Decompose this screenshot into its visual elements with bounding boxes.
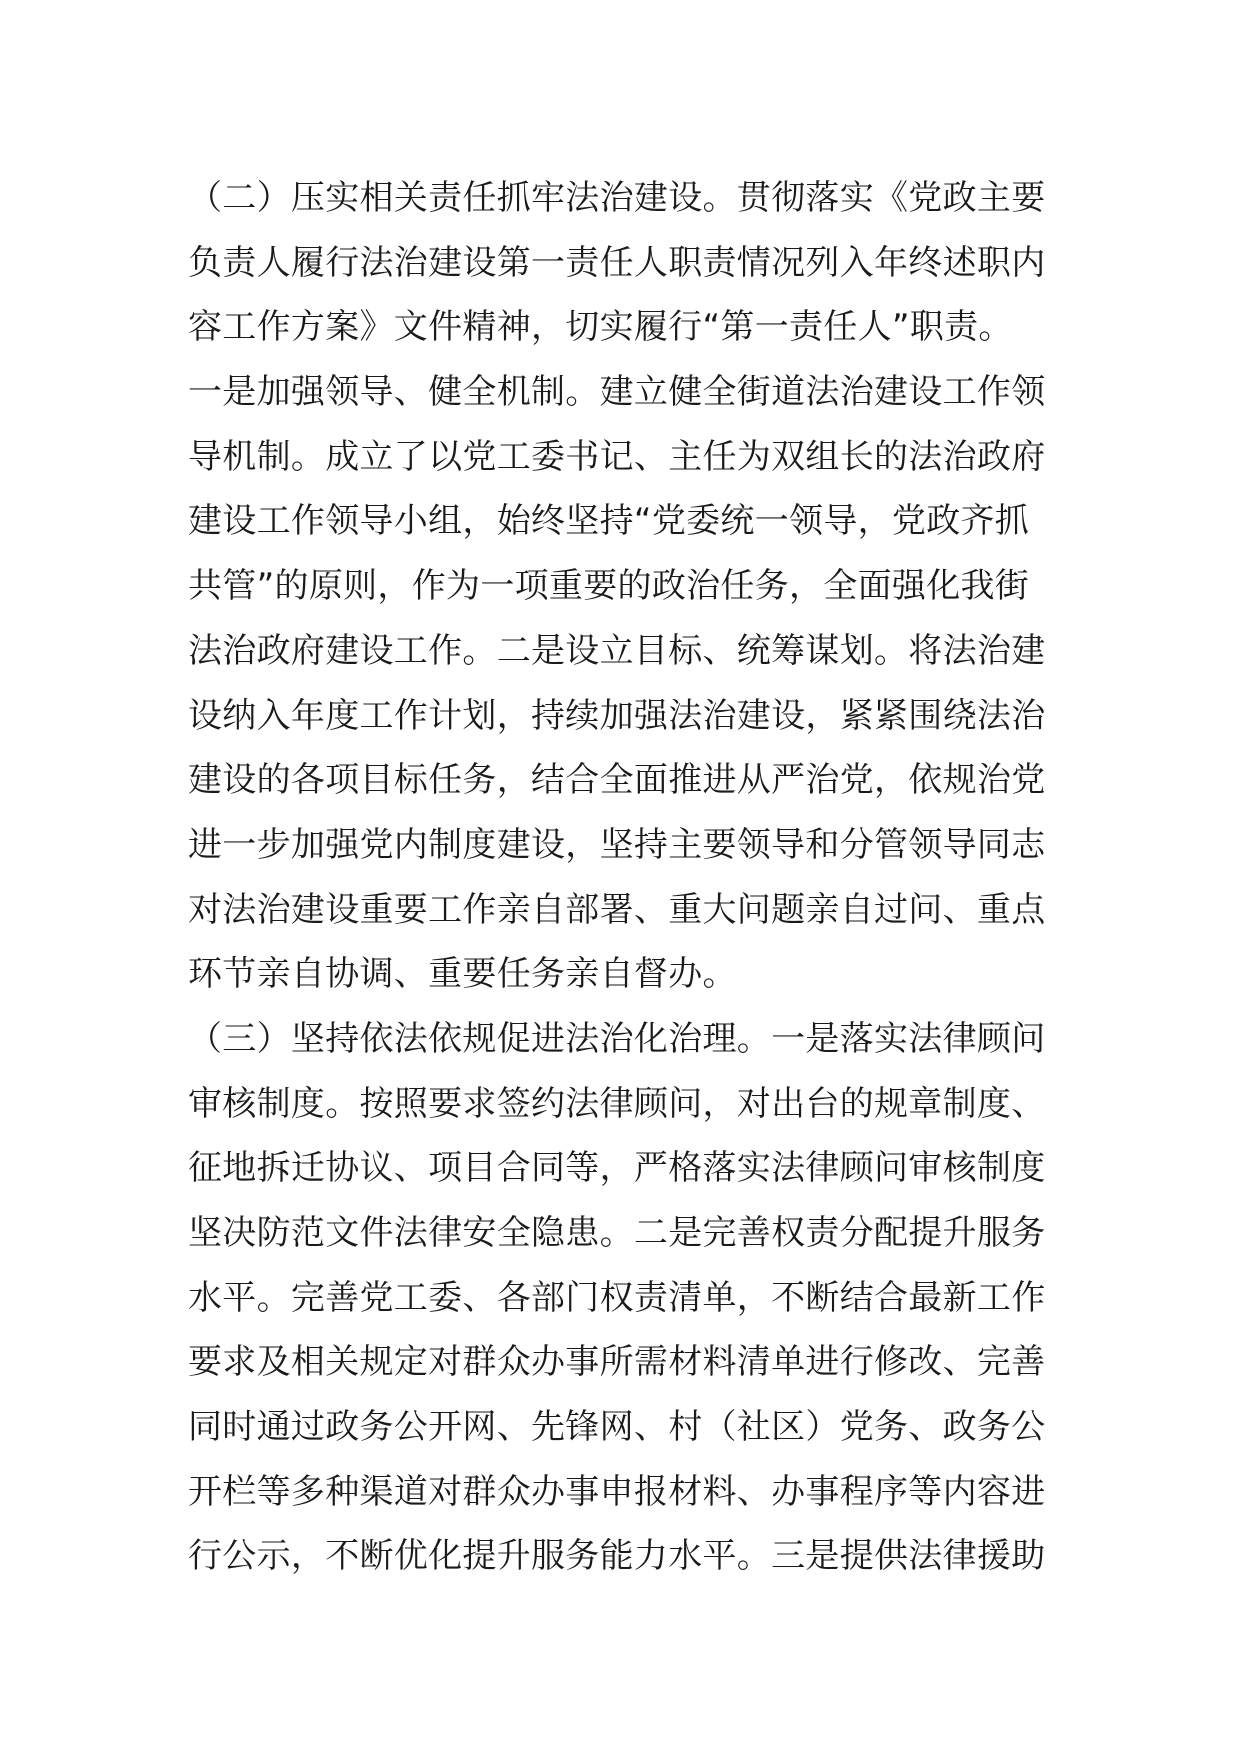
text-line: 行公示，不断优化提升服务能力水平。三是提供法律援助 bbox=[188, 1536, 1046, 1577]
text-line: 建设的各项目标任务，结合全面推进从严治党，依规治党 bbox=[188, 760, 1046, 801]
body-text bbox=[188, 166, 1058, 1589]
text-line: 导机制。成立了以党工委书记、主任为双组长的法治政府 bbox=[188, 436, 1046, 477]
text-line: （二）压实相关责任抓牢法治建设。贯彻落实《党政主要 bbox=[188, 178, 1046, 218]
text-line: 开栏等多种渠道对群众办事申报材料、办事程序等内容进 bbox=[188, 1471, 1046, 1512]
text-line: 水平。完善党工委、各部门权责清单，不断结合最新工作 bbox=[188, 1277, 1046, 1318]
text-line: 建设工作领导小组，始终坚持“党委统一领导，党政齐抓 bbox=[188, 501, 1030, 542]
text-line: 设纳入年度工作计划，持续加强法治建设，紧紧围绕法治 bbox=[188, 695, 1046, 736]
text-line: 一是加强领导、健全机制。建立健全街道法治建设工作领 bbox=[188, 372, 1046, 413]
text-line: 环节亲自协调、重要任务亲自督办。 bbox=[188, 954, 737, 995]
text-line: 坚决防范文件法律安全隐患。二是完善权责分配提升服务 bbox=[188, 1213, 1046, 1253]
text-line: 容工作方案》文件精神，切实履行“第一责任人”职责。 bbox=[188, 307, 1013, 348]
text-line: 负责人履行法治建设第一责任人职责情况列入年终述职内 bbox=[188, 242, 1046, 283]
text-line: （三）坚持依法依规促进法治化治理。一是落实法律顾问 bbox=[188, 1018, 1046, 1059]
text-line: 法治政府建设工作。二是设立目标、统筹谋划。将法治建 bbox=[188, 630, 1046, 671]
text-line: 共管”的原则，作为一项重要的政治任务，全面强化我街 bbox=[188, 566, 1030, 607]
text-line: 进一步加强党内制度建设，坚持主要领导和分管领导同志 bbox=[188, 824, 1046, 865]
text-line: 审核制度。按照要求签约法律顾问，对出台的规章制度、 bbox=[188, 1083, 1046, 1124]
text-line: 征地拆迁协议、项目合同等，严格落实法律顾问审核制度 bbox=[188, 1148, 1046, 1189]
text-line: 要求及相关规定对群众办事所需材料清单进行修改、完善 bbox=[188, 1342, 1046, 1383]
text-line: 同时通过政务公开网、先锋网、村（社区）党务、政务公 bbox=[188, 1407, 1046, 1448]
text-line: 对法治建设重要工作亲自部署、重大问题亲自过问、重点 bbox=[188, 889, 1046, 930]
